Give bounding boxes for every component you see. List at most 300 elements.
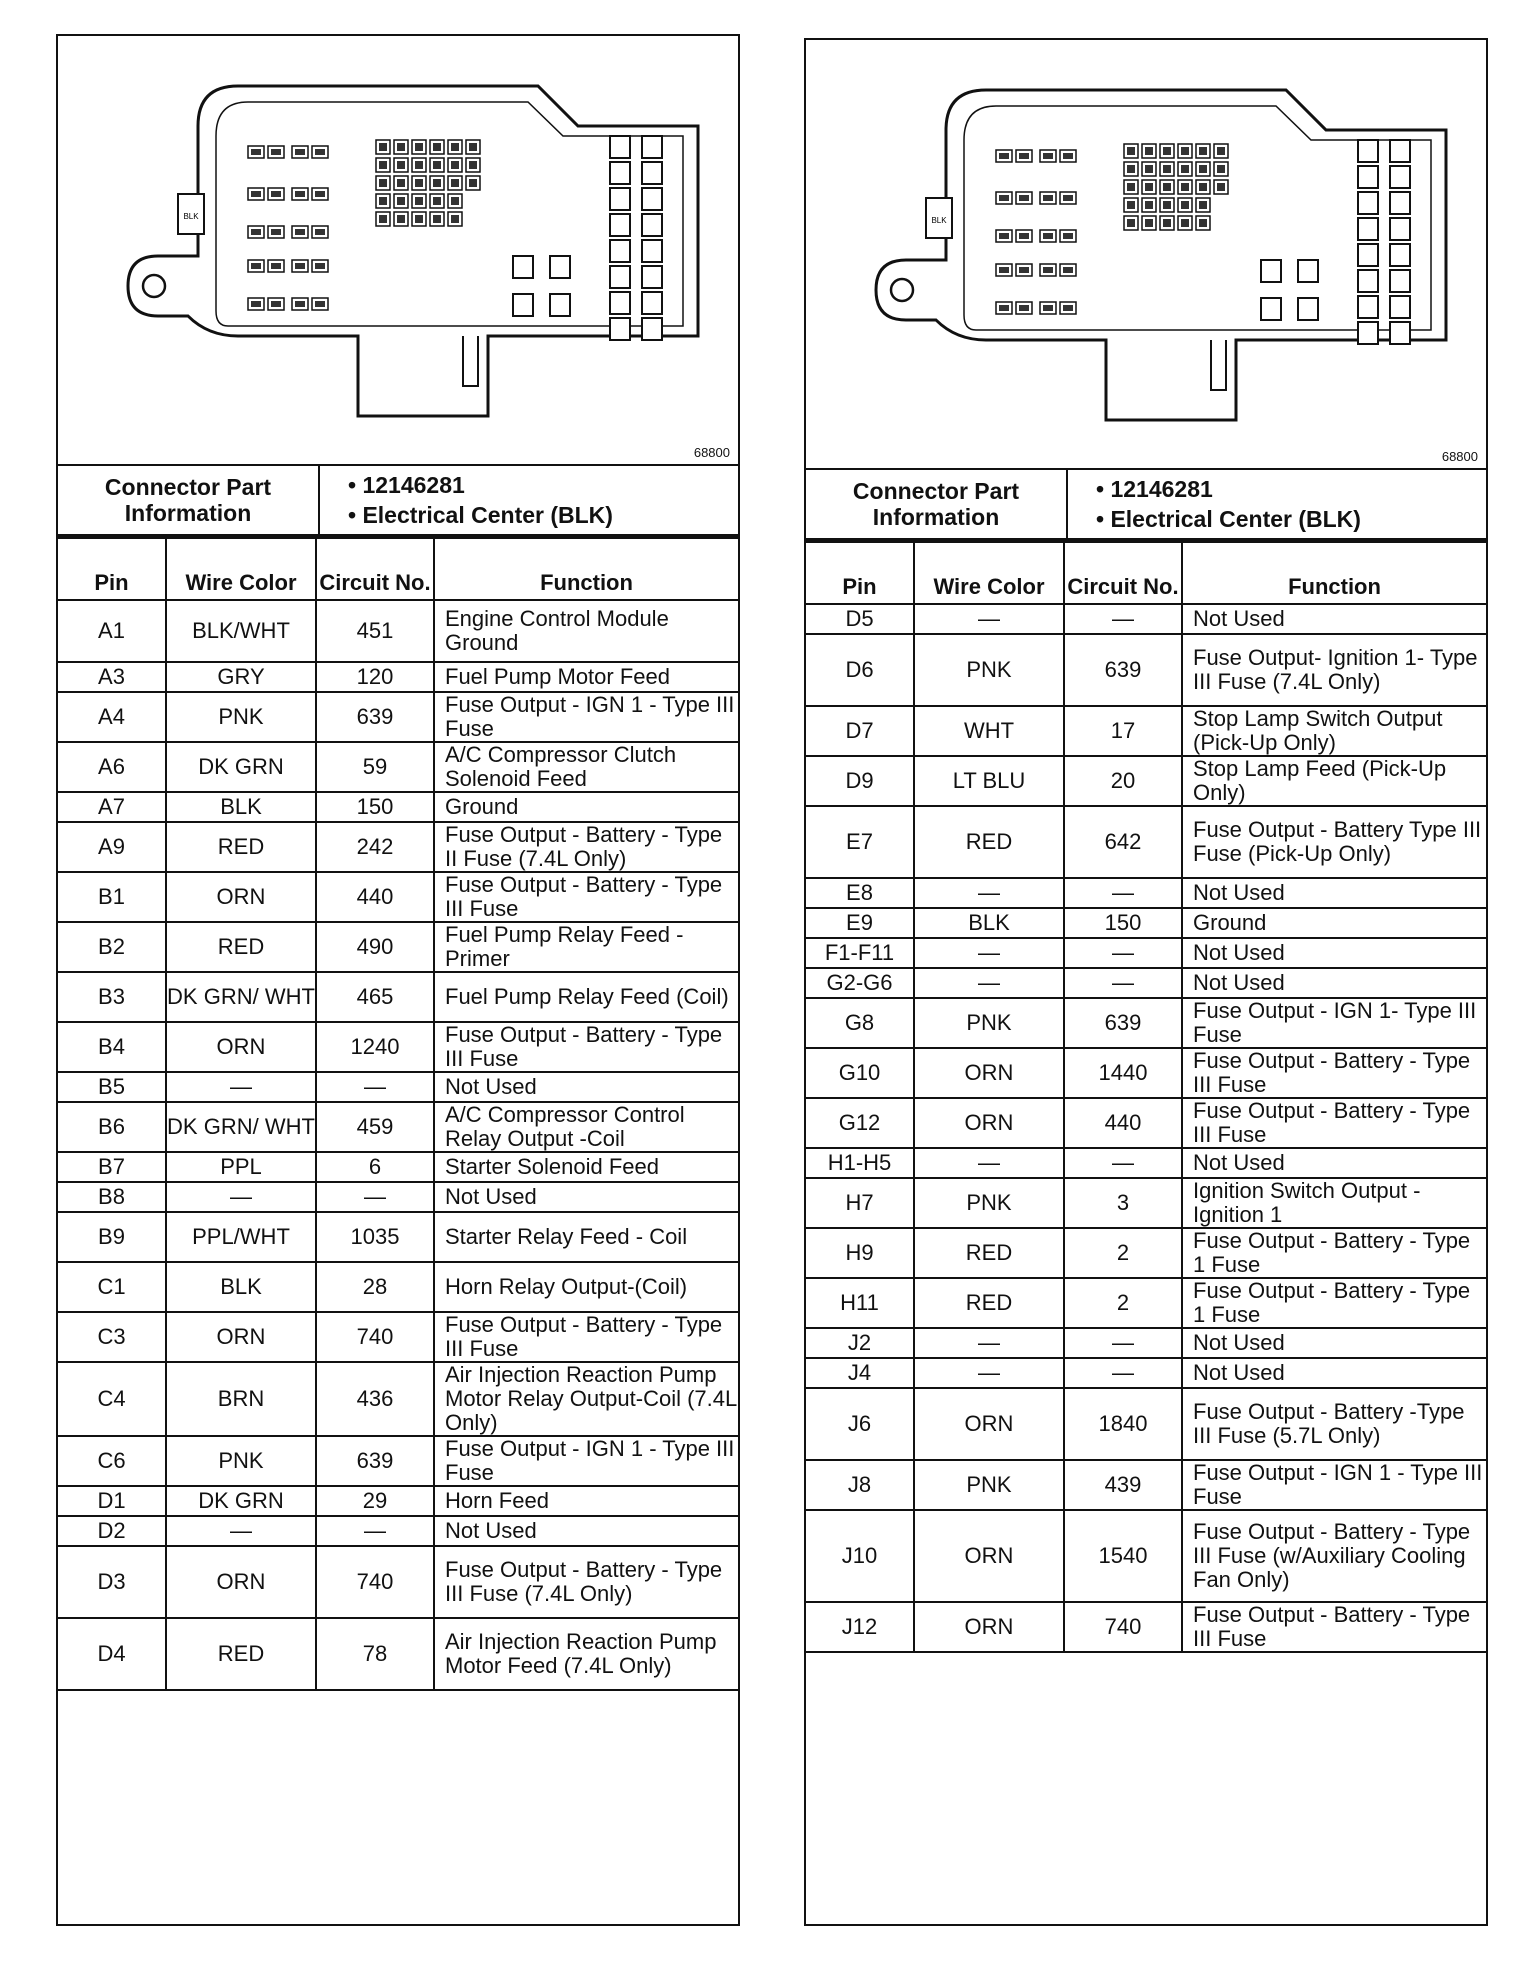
wire-color-cell: DK GRN/ WHT	[166, 972, 316, 1022]
fuse-terminal	[433, 197, 441, 205]
circuit-number-cell: 639	[316, 692, 434, 742]
pin-cell: A1	[58, 600, 166, 662]
circuit-number-cell: 459	[316, 1102, 434, 1152]
circuit-number-cell: —	[1064, 1358, 1182, 1388]
fuse-terminal	[433, 161, 441, 169]
fuse-slot	[550, 256, 570, 278]
pinout-table	[58, 537, 738, 1691]
wire-color-cell: PPL	[166, 1152, 316, 1182]
circuit-number-cell: 2	[1064, 1278, 1182, 1328]
pin-cell: B9	[58, 1212, 166, 1262]
fuse-terminal	[1043, 267, 1053, 273]
function-cell: Not Used	[1182, 968, 1486, 998]
circuit-number-cell: 436	[316, 1362, 434, 1436]
wire-color-cell: BLK	[166, 792, 316, 822]
fuse-slot	[1261, 260, 1281, 282]
fuse-slot	[610, 292, 630, 314]
wire-color-cell: ORN	[166, 872, 316, 922]
pin-cell: C1	[58, 1262, 166, 1312]
circuit-number-cell: 1440	[1064, 1048, 1182, 1098]
table-row	[58, 972, 738, 1022]
fuse-terminal	[1199, 219, 1207, 227]
fuse-terminal	[251, 191, 261, 197]
table-row	[58, 1516, 738, 1546]
table-row	[58, 1262, 738, 1312]
circuit-number-cell: —	[316, 1182, 434, 1212]
connector-part-information	[58, 466, 738, 537]
function-cell: Ignition Switch Output - Ignition 1	[1182, 1178, 1486, 1228]
fuse-terminal	[251, 301, 261, 307]
pin-cell: D5	[806, 604, 914, 634]
circuit-number-cell: 740	[316, 1312, 434, 1362]
circuit-number-cell: 639	[1064, 634, 1182, 706]
fuse-terminal	[1163, 201, 1171, 209]
pin-cell: J8	[806, 1460, 914, 1510]
connector-info-label: Connector Part Information	[58, 466, 320, 534]
circuit-number-cell: 740	[1064, 1602, 1182, 1652]
wire-color-cell: BLK/WHT	[166, 600, 316, 662]
header-pin: Pin	[58, 538, 166, 600]
fuse-terminal	[469, 143, 477, 151]
wire-color-cell: RED	[166, 922, 316, 972]
fuse-terminal	[1181, 147, 1189, 155]
pin-cell: D7	[806, 706, 914, 756]
function-cell: Fuse Output - IGN 1 - Type III Fuse	[1182, 1460, 1486, 1510]
wire-color-cell: BLK	[166, 1262, 316, 1312]
pin-cell: G8	[806, 998, 914, 1048]
fuse-slot	[1390, 166, 1410, 188]
pin-cell: J2	[806, 1328, 914, 1358]
function-cell: Fuse Output - IGN 1- Type III Fuse	[1182, 998, 1486, 1048]
wire-color-cell: PNK	[914, 1178, 1064, 1228]
table-row	[806, 1602, 1486, 1652]
fuse-terminal	[379, 215, 387, 223]
table-row	[806, 1510, 1486, 1602]
circuit-number-cell: 150	[1064, 908, 1182, 938]
function-cell: Fuse Output - Battery - Type III Fuse	[1182, 1098, 1486, 1148]
function-cell: Fuse Output - Battery - Type III Fuse	[1182, 1602, 1486, 1652]
fuse-terminal	[433, 143, 441, 151]
fuse-terminal	[315, 301, 325, 307]
circuit-number-cell: 639	[1064, 998, 1182, 1048]
function-cell: Fuse Output - IGN 1 - Type III Fuse	[434, 1436, 738, 1486]
function-cell: Fuse Output - Battery - Type III Fuse	[434, 872, 738, 922]
fuse-terminal	[379, 179, 387, 187]
pin-cell: A4	[58, 692, 166, 742]
fuse-slot	[1358, 166, 1378, 188]
wire-color-cell: PNK	[914, 1460, 1064, 1510]
table-row	[806, 908, 1486, 938]
connector-part-information	[806, 470, 1486, 541]
wire-color-cell: —	[914, 878, 1064, 908]
circuit-number-cell: 465	[316, 972, 434, 1022]
pin-cell: B8	[58, 1182, 166, 1212]
table-row	[806, 1328, 1486, 1358]
fuse-terminal	[1181, 183, 1189, 191]
table-row	[58, 1312, 738, 1362]
fuse-terminal	[295, 149, 305, 155]
pinout-rows	[806, 604, 1486, 1652]
fuse-terminal	[469, 179, 477, 187]
fuse-terminal	[415, 143, 423, 151]
function-cell: A/C Compressor Control Relay Output -Coil	[434, 1102, 738, 1152]
wire-color-cell: ORN	[914, 1048, 1064, 1098]
function-cell: Fuse Output - Battery - Type 1 Fuse	[1182, 1228, 1486, 1278]
fuse-terminal	[451, 143, 459, 151]
wire-color-cell: RED	[914, 1228, 1064, 1278]
table-row	[806, 968, 1486, 998]
fuse-terminal	[1199, 183, 1207, 191]
wire-color-cell: PNK	[166, 1436, 316, 1486]
relay-and-fuse-grid	[996, 140, 1410, 344]
table-header-row	[58, 538, 738, 600]
table-row	[58, 1436, 738, 1486]
fuse-slot	[610, 162, 630, 184]
wire-color-cell: RED	[166, 1618, 316, 1690]
fuse-slot	[1390, 140, 1410, 162]
circuit-number-cell: 642	[1064, 806, 1182, 878]
wire-color-cell: BRN	[166, 1362, 316, 1436]
pin-cell: B7	[58, 1152, 166, 1182]
fuse-slot	[1358, 296, 1378, 318]
wire-color-cell: ORN	[914, 1510, 1064, 1602]
fuse-terminal	[1217, 165, 1225, 173]
wire-color-cell: RED	[166, 822, 316, 872]
circuit-number-cell: 59	[316, 742, 434, 792]
wire-color-cell: ORN	[166, 1312, 316, 1362]
pin-cell: A3	[58, 662, 166, 692]
circuit-number-cell: 29	[316, 1486, 434, 1516]
function-cell: Fuse Output- Ignition 1- Type III Fuse (7.4L Only)	[1182, 634, 1486, 706]
function-cell: Stop Lamp Switch Output (Pick-Up Only)	[1182, 706, 1486, 756]
wire-color-cell: ORN	[914, 1602, 1064, 1652]
fuse-slot	[642, 266, 662, 288]
fuse-slot	[642, 318, 662, 340]
wire-color-cell: BLK	[914, 908, 1064, 938]
fuse-slot	[610, 136, 630, 158]
fuse-terminal	[1019, 153, 1029, 159]
fuse-terminal	[415, 197, 423, 205]
header-wire-color: Wire Color	[914, 542, 1064, 604]
circuit-number-cell: —	[1064, 968, 1182, 998]
fuse-terminal	[315, 263, 325, 269]
table-row	[806, 1388, 1486, 1460]
function-cell: Fuse Output - Battery Type III Fuse (Pick-Up Only)	[1182, 806, 1486, 878]
fuse-terminal	[1145, 183, 1153, 191]
fuse-terminal	[1163, 183, 1171, 191]
table-row	[58, 662, 738, 692]
fuse-terminal	[999, 153, 1009, 159]
fuse-terminal	[315, 149, 325, 155]
fuse-terminal	[1217, 183, 1225, 191]
fuse-slot	[610, 266, 630, 288]
function-cell: Not Used	[434, 1516, 738, 1546]
fuse-terminal	[397, 143, 405, 151]
fuse-terminal	[397, 161, 405, 169]
function-cell: Fuse Output - Battery -Type III Fuse (5.7L Only)	[1182, 1388, 1486, 1460]
pin-cell: J4	[806, 1358, 914, 1388]
circuit-number-cell: 639	[316, 1436, 434, 1486]
header-function: Function	[1182, 542, 1486, 604]
fuse-slot	[610, 188, 630, 210]
wire-color-cell: RED	[914, 1278, 1064, 1328]
fuse-slot	[610, 318, 630, 340]
fuse-slot	[1390, 218, 1410, 240]
fuse-terminal	[1127, 183, 1135, 191]
fuse-terminal	[1043, 153, 1053, 159]
table-row	[806, 938, 1486, 968]
fuse-terminal	[1127, 219, 1135, 227]
fuse-terminal	[1127, 201, 1135, 209]
fuse-slot	[610, 214, 630, 236]
wire-color-cell: —	[166, 1182, 316, 1212]
fuse-terminal	[433, 215, 441, 223]
fuse-terminal	[379, 197, 387, 205]
function-cell: Fuel Pump Relay Feed - Primer	[434, 922, 738, 972]
wire-color-cell: PNK	[166, 692, 316, 742]
fuse-terminal	[999, 195, 1009, 201]
circuit-number-cell: 439	[1064, 1460, 1182, 1510]
header-pin: Pin	[806, 542, 914, 604]
fuse-terminal	[433, 179, 441, 187]
fuse-slot	[642, 136, 662, 158]
fuse-slot	[1298, 298, 1318, 320]
fuse-terminal	[1127, 147, 1135, 155]
wire-color-cell: WHT	[914, 706, 1064, 756]
function-cell: Not Used	[434, 1072, 738, 1102]
fuse-terminal	[315, 229, 325, 235]
table-row	[58, 922, 738, 972]
fuse-terminal	[1043, 305, 1053, 311]
fuse-terminal	[1063, 267, 1073, 273]
fuse-terminal	[251, 263, 261, 269]
fuse-slot	[1390, 296, 1410, 318]
pin-cell: E8	[806, 878, 914, 908]
function-cell: Fuel Pump Motor Feed	[434, 662, 738, 692]
pin-cell: G12	[806, 1098, 914, 1148]
pin-cell: H7	[806, 1178, 914, 1228]
fuse-terminal	[1145, 201, 1153, 209]
fuse-terminal	[397, 215, 405, 223]
circuit-number-cell: 120	[316, 662, 434, 692]
table-row	[58, 822, 738, 872]
circuit-number-cell: 20	[1064, 756, 1182, 806]
wire-color-cell: —	[166, 1516, 316, 1546]
fuse-terminal	[1127, 165, 1135, 173]
table-row	[58, 1362, 738, 1436]
blk-label: BLK	[183, 212, 199, 221]
function-cell: Not Used	[434, 1182, 738, 1212]
function-cell: Not Used	[1182, 1328, 1486, 1358]
circuit-number-cell: 440	[1064, 1098, 1182, 1148]
table-row	[58, 1152, 738, 1182]
fuse-terminal	[469, 161, 477, 169]
wire-color-cell: —	[166, 1072, 316, 1102]
table-row	[58, 742, 738, 792]
circuit-number-cell: 1840	[1064, 1388, 1182, 1460]
fuse-slot	[1358, 322, 1378, 344]
table-row	[806, 604, 1486, 634]
fuse-slot	[513, 256, 533, 278]
circuit-number-cell: 490	[316, 922, 434, 972]
table-row	[58, 600, 738, 662]
figure-number: 68800	[693, 445, 730, 460]
right-connector-panel	[804, 38, 1488, 1926]
circuit-number-cell: 6	[316, 1152, 434, 1182]
table-row	[806, 1228, 1486, 1278]
pin-cell: H11	[806, 1278, 914, 1328]
pin-cell: B6	[58, 1102, 166, 1152]
fuse-terminal	[1163, 165, 1171, 173]
fuse-terminal	[1019, 195, 1029, 201]
function-cell: A/C Compressor Clutch Solenoid Feed	[434, 742, 738, 792]
fuse-slot	[1390, 270, 1410, 292]
fuse-terminal	[415, 161, 423, 169]
fuse-terminal	[415, 179, 423, 187]
pinout-rows	[58, 600, 738, 1690]
function-cell: Not Used	[1182, 604, 1486, 634]
circuit-number-cell: 28	[316, 1262, 434, 1312]
table-row	[806, 1048, 1486, 1098]
fuse-terminal	[999, 305, 1009, 311]
fuse-terminal	[271, 191, 281, 197]
fuse-slot	[1390, 322, 1410, 344]
relay-and-fuse-grid	[248, 136, 662, 340]
wire-color-cell: PNK	[914, 634, 1064, 706]
function-cell: Not Used	[1182, 878, 1486, 908]
fuse-terminal	[295, 263, 305, 269]
wire-color-cell: GRY	[166, 662, 316, 692]
fuse-terminal	[415, 215, 423, 223]
fuse-terminal	[1163, 147, 1171, 155]
connector-diagram	[806, 40, 1486, 470]
pin-cell: B3	[58, 972, 166, 1022]
pin-cell: D3	[58, 1546, 166, 1618]
table-row	[58, 1212, 738, 1262]
fuse-terminal	[1181, 201, 1189, 209]
circuit-number-cell: 242	[316, 822, 434, 872]
circuit-number-cell: 1240	[316, 1022, 434, 1072]
fuse-terminal	[379, 161, 387, 169]
pin-cell: D4	[58, 1618, 166, 1690]
circuit-number-cell: 17	[1064, 706, 1182, 756]
function-cell: Horn Feed	[434, 1486, 738, 1516]
mounting-hole	[891, 279, 913, 301]
pin-cell: G2-G6	[806, 968, 914, 998]
table-row	[58, 1072, 738, 1102]
fuse-terminal	[1199, 165, 1207, 173]
fuse-terminal	[451, 197, 459, 205]
circuit-number-cell: 1035	[316, 1212, 434, 1262]
fuse-slot	[1261, 298, 1281, 320]
table-row	[806, 998, 1486, 1048]
table-row	[58, 692, 738, 742]
function-cell: Stop Lamp Feed (Pick-Up Only)	[1182, 756, 1486, 806]
pin-cell: J12	[806, 1602, 914, 1652]
table-row	[806, 1178, 1486, 1228]
circuit-number-cell: —	[316, 1516, 434, 1546]
wire-color-cell: —	[914, 1328, 1064, 1358]
pin-cell: H9	[806, 1228, 914, 1278]
fuse-slot	[1358, 244, 1378, 266]
table-row	[58, 1102, 738, 1152]
table-row	[58, 1022, 738, 1072]
wire-color-cell: —	[914, 938, 1064, 968]
fuse-terminal	[271, 149, 281, 155]
pin-cell: C3	[58, 1312, 166, 1362]
fuse-terminal	[295, 301, 305, 307]
fuse-terminal	[379, 143, 387, 151]
pin-cell: H1-H5	[806, 1148, 914, 1178]
pin-cell: C4	[58, 1362, 166, 1436]
table-header-row	[806, 542, 1486, 604]
fuse-terminal	[451, 179, 459, 187]
pin-cell: J6	[806, 1388, 914, 1460]
pin-cell: D1	[58, 1486, 166, 1516]
table-row	[806, 878, 1486, 908]
fuse-slot	[1390, 244, 1410, 266]
table-row	[58, 1618, 738, 1690]
function-cell: Horn Relay Output-(Coil)	[434, 1262, 738, 1312]
function-cell: Not Used	[1182, 1148, 1486, 1178]
pinout-table	[806, 541, 1486, 1653]
connector-tab	[1211, 340, 1226, 390]
function-cell: Fuel Pump Relay Feed (Coil)	[434, 972, 738, 1022]
fuse-slot	[642, 188, 662, 210]
fuse-terminal	[1063, 153, 1073, 159]
circuit-number-cell: 3	[1064, 1178, 1182, 1228]
function-cell: Not Used	[1182, 1358, 1486, 1388]
fuse-terminal	[295, 229, 305, 235]
connector-info-values	[1068, 470, 1486, 538]
table-row	[58, 1182, 738, 1212]
circuit-number-cell: 440	[316, 872, 434, 922]
wire-color-cell: LT BLU	[914, 756, 1064, 806]
fuse-terminal	[1019, 267, 1029, 273]
table-row	[806, 1358, 1486, 1388]
wire-color-cell: ORN	[166, 1022, 316, 1072]
circuit-number-cell: —	[316, 1072, 434, 1102]
fuse-terminal	[1063, 233, 1073, 239]
fuse-slot	[642, 292, 662, 314]
fuse-terminal	[271, 301, 281, 307]
pin-cell: B2	[58, 922, 166, 972]
circuit-number-cell: 1540	[1064, 1510, 1182, 1602]
function-cell: Fuse Output - IGN 1 - Type III Fuse	[434, 692, 738, 742]
fuse-slot	[1358, 270, 1378, 292]
fuse-terminal	[1019, 305, 1029, 311]
fuse-terminal	[397, 179, 405, 187]
wire-color-cell: PNK	[914, 998, 1064, 1048]
pin-cell: E9	[806, 908, 914, 938]
circuit-number-cell: —	[1064, 1148, 1182, 1178]
fuse-slot	[1390, 192, 1410, 214]
fuse-terminal	[1199, 147, 1207, 155]
header-function: Function	[434, 538, 738, 600]
fuse-slot	[1298, 260, 1318, 282]
function-cell: Fuse Output - Battery - Type III Fuse	[1182, 1048, 1486, 1098]
fuse-slot	[642, 240, 662, 262]
connector-info-values	[320, 466, 738, 534]
fuse-terminal	[1163, 219, 1171, 227]
function-cell: Engine Control Module Ground	[434, 600, 738, 662]
circuit-number-cell: —	[1064, 938, 1182, 968]
fuse-terminal	[999, 267, 1009, 273]
pin-cell: J10	[806, 1510, 914, 1602]
fuse-terminal	[251, 149, 261, 155]
fuse-terminal	[1217, 147, 1225, 155]
function-cell: Starter Solenoid Feed	[434, 1152, 738, 1182]
